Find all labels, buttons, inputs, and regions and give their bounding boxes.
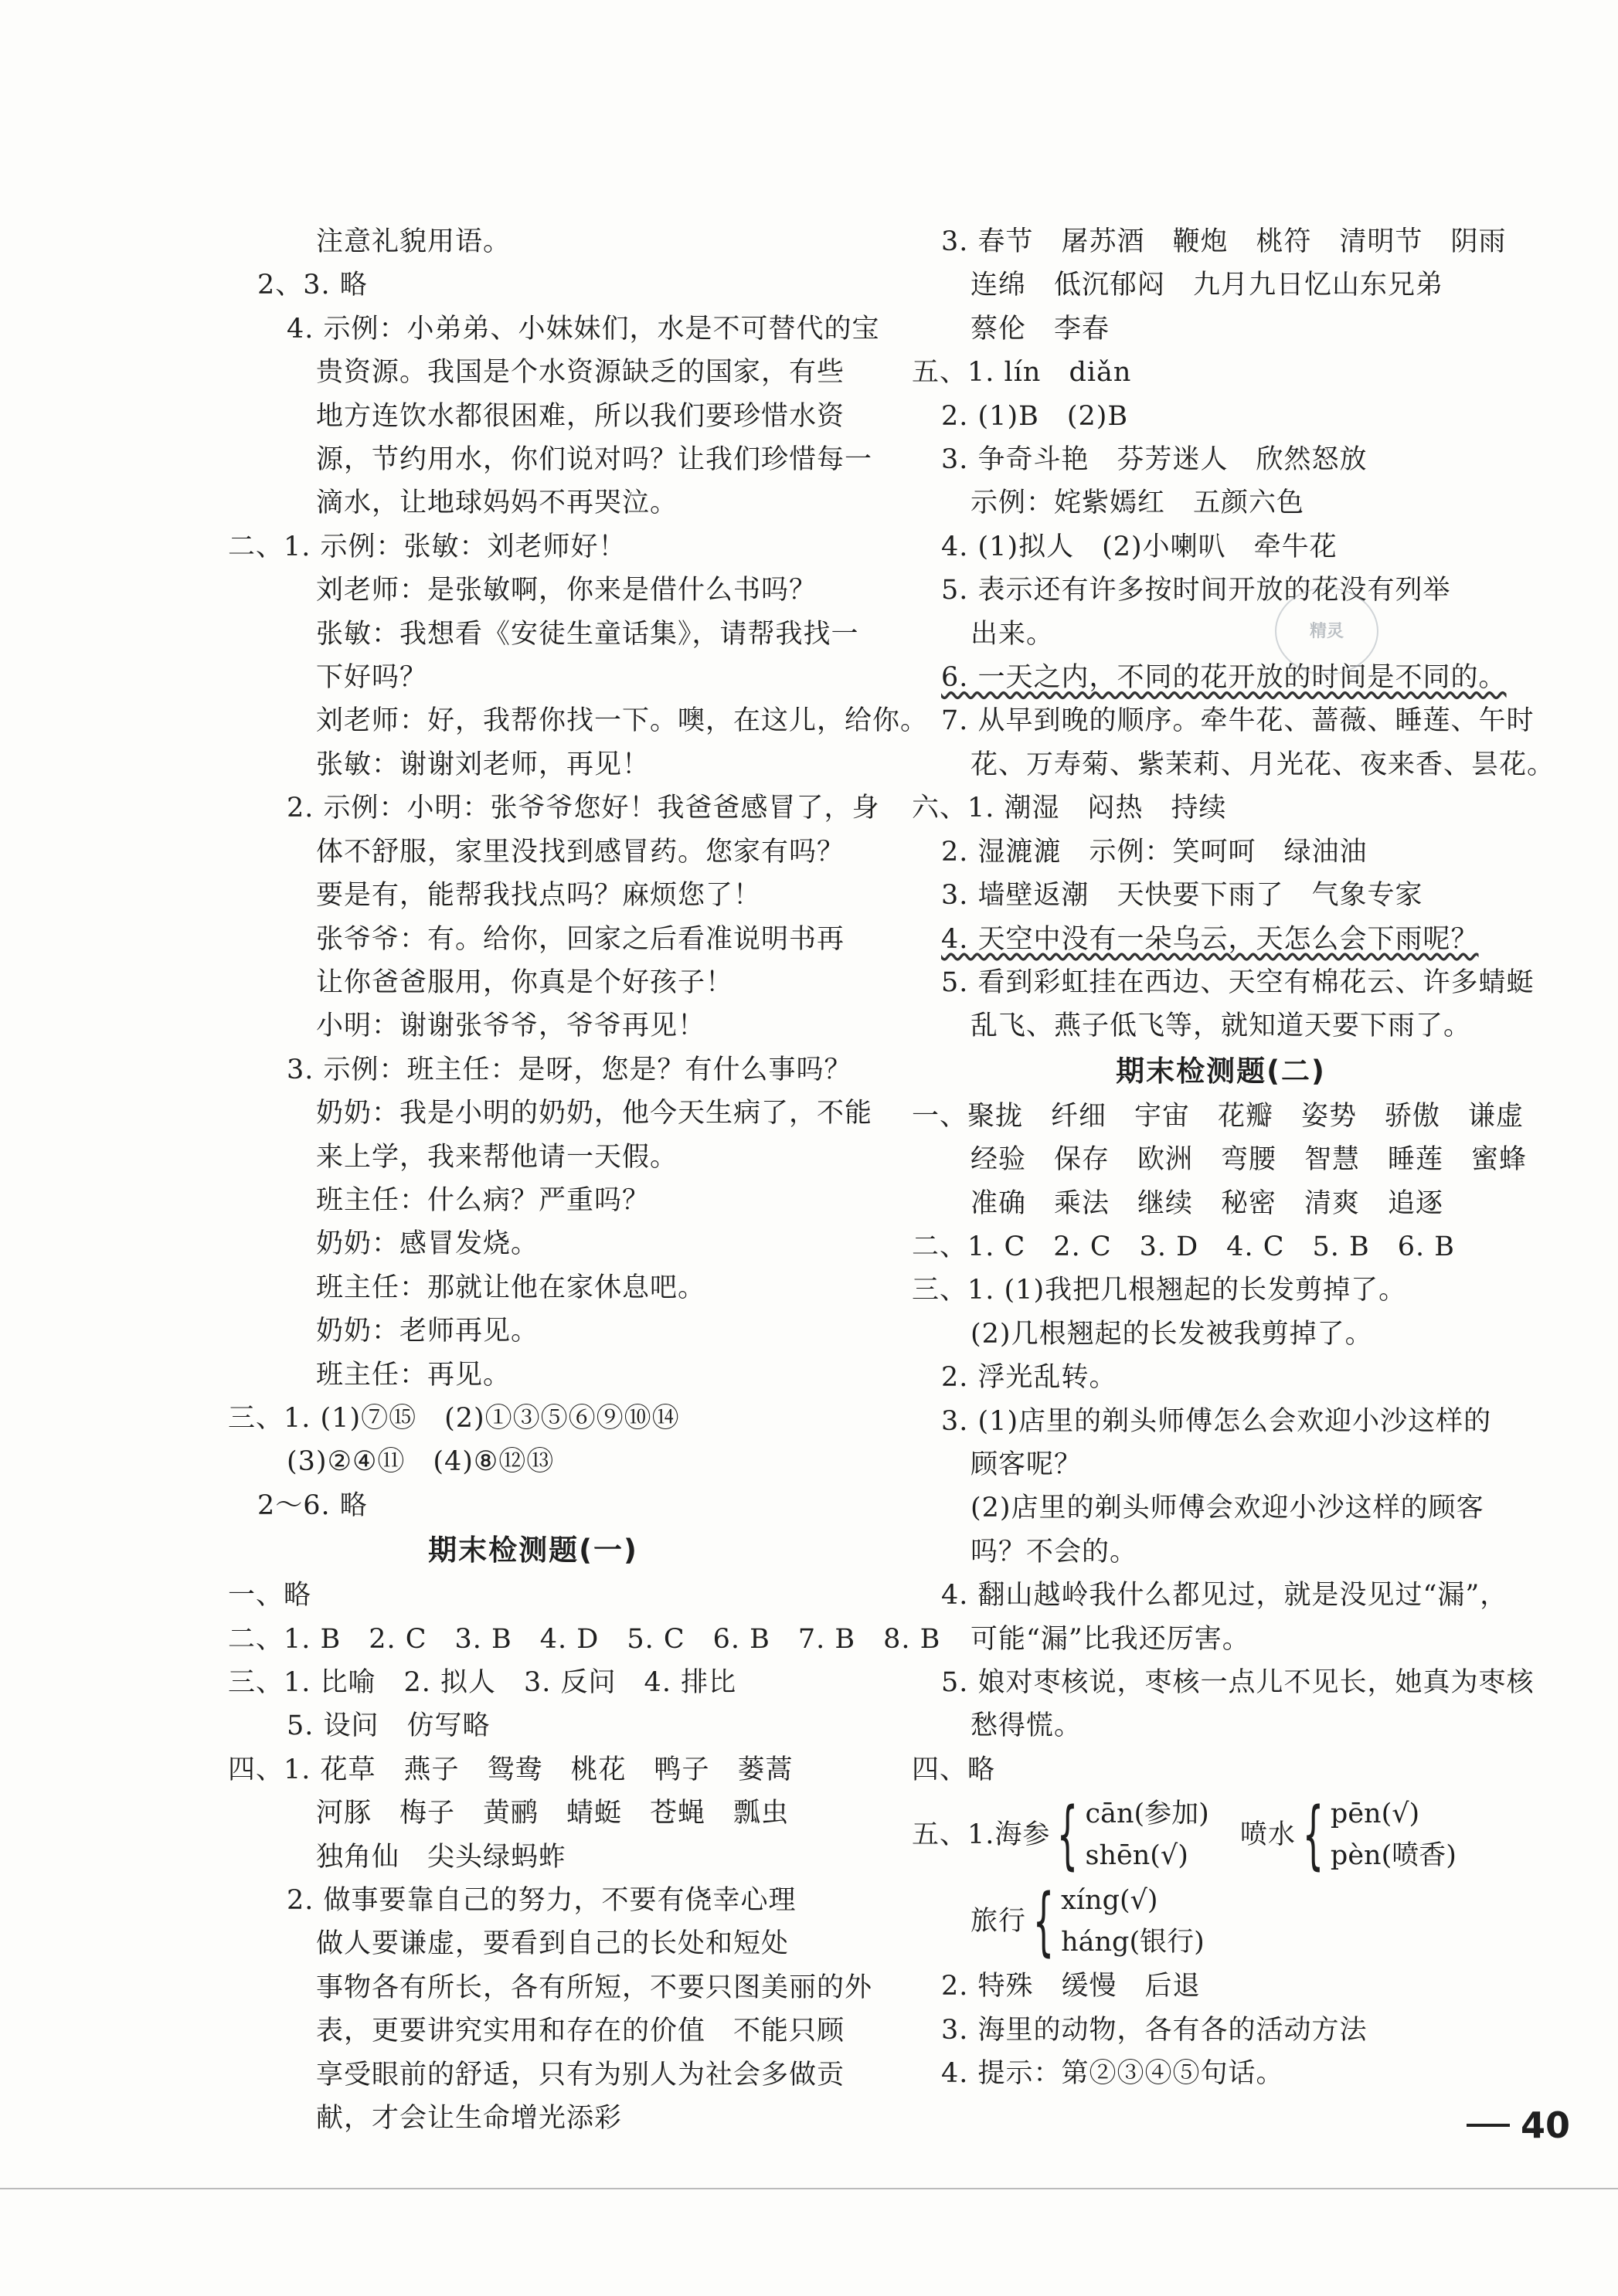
answer-line: 连绵 低沉郁闷 九月九日忆山东兄弟 xyxy=(970,270,1444,301)
answer-line: 乱飞、燕子低飞等，就知道天要下雨了。 xyxy=(970,1010,1472,1042)
answer-line: 准确 乘法 继续 秘密 清爽 追逐 xyxy=(970,1187,1444,1219)
bottom-rule xyxy=(0,2188,1618,2189)
answer-line: 班主任：那就让他在家休息吧。 xyxy=(316,1272,706,1303)
answer-line: 2. 示例：小明：张爷爷您好！我爸爸感冒了，身 xyxy=(287,793,880,824)
answer-line: 张敏：我想看《安徒生童话集》，请帮我找一 xyxy=(316,618,859,650)
answer-line: 4. 翻山越岭我什么都见过，就是没见过“漏”， xyxy=(941,1580,1508,1612)
answer-line: 经验 保存 欧洲 弯腰 智慧 睡莲 蜜蜂 xyxy=(970,1144,1528,1176)
answer-line: 4. 示例：小弟弟、小妹妹们，水是不可替代的宝 xyxy=(287,313,880,345)
answer-line: 3. 争奇斗艳 芬芳迷人 欣然怒放 xyxy=(941,444,1368,476)
pron-option: pèn(喷香) xyxy=(1330,1840,1457,1872)
pron-option: háng(银行) xyxy=(1061,1927,1205,1958)
answer-line: 奶奶：感冒发烧。 xyxy=(316,1228,539,1260)
answer-line: 5. 设问 仿写略 xyxy=(287,1710,491,1742)
answer-line: 吗？不会的。 xyxy=(970,1536,1138,1567)
brace-icon: { xyxy=(1302,1792,1324,1879)
pron-word-2: 喷水 xyxy=(1239,1819,1296,1851)
answer-line: 独角仙 尖头绿蚂蚱 xyxy=(316,1841,567,1873)
answer-line: 5. 娘对枣核说，枣核一点儿不见长，她真为枣核 xyxy=(941,1667,1535,1698)
answer-line: 班主任：再见。 xyxy=(316,1359,512,1391)
answer-line: 2. 做事要靠自己的努力，不要有侥幸心理 xyxy=(287,1885,797,1917)
answer-line: (3)②④⑪ (4)⑧⑫⑬ xyxy=(287,1446,555,1478)
answer-line: 源，节约用水，你们说对吗？让我们珍惜每一 xyxy=(316,444,873,476)
answer-line: 3. 海里的动物，各有各的活动方法 xyxy=(941,2014,1368,2046)
pron-option: xíng(√) xyxy=(1061,1885,1158,1917)
answer-line: 体不舒服，家里没找到感冒药。您家有吗？ xyxy=(316,836,845,868)
answer-line: 地方连饮水都很困难，所以我们要珍惜水资 xyxy=(316,400,845,432)
answer-line: 5. 看到彩虹挂在西边、天空有棉花云、许多蜻蜓 xyxy=(941,966,1535,998)
brace-icon: { xyxy=(1032,1878,1055,1965)
pronunciation-row xyxy=(912,1878,1530,1965)
answer-line: 2. 浮光乱转。 xyxy=(941,1362,1117,1394)
answer-line: 让你爸爸服用，你真是个好孩子！ xyxy=(316,966,734,998)
answer-line: 二、1. C 2. C 3. D 4. C 5. B 6. B xyxy=(912,1231,1455,1262)
right-bottom xyxy=(912,1965,1530,2095)
pronunciation-row xyxy=(912,1792,1530,1878)
answer-line: 2、3. 略 xyxy=(257,270,368,301)
answer-line: 下好吗？ xyxy=(316,662,428,694)
answer-line: 表，更要讲究实用和存在的价值 不能只顾 xyxy=(316,2016,845,2047)
answer-line: 注意礼貌用语。 xyxy=(316,226,512,257)
answer-line: 献，才会让生命增光添彩 xyxy=(316,2103,623,2135)
answer-line: 愁得慌。 xyxy=(970,1710,1083,1742)
answer-line: 做人要谦虚，要看到自己的长处和短处 xyxy=(316,1928,790,1960)
answer-line: 花、万寿菊、紫茉莉、月光花、夜来香、昙花。 xyxy=(970,749,1555,780)
answer-line: 顾客呢？ xyxy=(970,1449,1083,1480)
answer-line: 张敏：谢谢刘老师，再见！ xyxy=(316,749,651,780)
pron-group-1 xyxy=(994,1793,1208,1877)
answer-line: 示例：姹紫嫣红 五颜六色 xyxy=(970,487,1305,519)
answer-line: 2～6. 略 xyxy=(257,1489,368,1521)
answer-line: 一、略 xyxy=(228,1580,312,1612)
left-column xyxy=(228,220,941,2140)
answer-line: 可能“漏”比我还厉害。 xyxy=(970,1623,1250,1655)
answer-line: 4. 天空中没有一朵乌云，天怎么会下雨呢？ xyxy=(941,923,1479,955)
answer-line: 六、1. 潮湿 闷热 持续 xyxy=(912,793,1227,824)
right-column xyxy=(912,220,1555,2095)
answer-line: 要是有，能帮我找点吗？麻烦您了！ xyxy=(316,880,762,912)
answer-line: 三、1. (1)⑦⑮ (2)①③⑤⑥⑨⑩⑭ xyxy=(228,1402,680,1434)
answer-line: 2. 湿漉漉 示例：笑呵呵 绿油油 xyxy=(941,836,1368,868)
answer-line: 出来。 xyxy=(970,618,1055,650)
answer-line: 5. 表示还有许多按时间开放的花没有列举 xyxy=(941,575,1451,606)
pron-option: shēn(√) xyxy=(1085,1840,1188,1872)
answer-line: 享受眼前的舒适，只有为别人为社会多做贡 xyxy=(316,2059,845,2091)
answer-line: 4. (1)拟人 (2)小喇叭 牵牛花 xyxy=(941,531,1338,562)
pron-option: pēn(√) xyxy=(1330,1798,1420,1830)
answer-line: (2)店里的剃头师傅会欢迎小沙这样的顾客 xyxy=(970,1493,1484,1524)
answer-line: 五、1. lín diǎn xyxy=(912,357,1132,389)
answer-line: 河豚 梅子 黄鹂 蜻蜓 苍蝇 瓢虫 xyxy=(316,1798,790,1829)
answer-line: 3. 春节 屠苏酒 鞭炮 桃符 清明节 阴雨 xyxy=(941,226,1507,257)
pron-option: cān(参加) xyxy=(1085,1798,1209,1830)
right-top xyxy=(912,220,1555,1792)
answer-line: (2)几根翘起的长发被我剪掉了。 xyxy=(970,1318,1373,1350)
page-number: 40 xyxy=(1520,2104,1570,2146)
answer-line: 小明：谢谢张爷爷，爷爷再见！ xyxy=(316,1010,706,1042)
answer-line: 二、1. 示例：张敏：刘老师好！ xyxy=(228,531,627,562)
answer-line: 2. 特殊 缓慢 后退 xyxy=(941,1971,1201,2002)
answer-line: 来上学，我来帮他请一天假。 xyxy=(316,1141,678,1173)
answer-line: 贵资源。我国是个水资源缺乏的国家，有些 xyxy=(316,357,845,389)
answer-line: 3. 示例：班主任：是呀，您是？有什么事吗？ xyxy=(287,1054,852,1085)
pron-group-3 xyxy=(970,1880,1205,1963)
answer-line: 4. 提示：第②③④⑤句话。 xyxy=(941,2058,1284,2090)
brace-icon: { xyxy=(1057,1792,1079,1879)
answer-line: 刘老师：好，我帮你找一下。噢，在这儿，给你。 xyxy=(316,705,929,737)
pron-group-2 xyxy=(1240,1793,1457,1877)
answer-line: 蔡伦 李春 xyxy=(970,313,1110,345)
answer-line: 2. (1)B (2)B xyxy=(941,400,1129,432)
pron-prefix: 五、1. xyxy=(912,1819,995,1851)
section-title: 期末检测题(二) xyxy=(1116,1054,1326,1088)
pron-word-1: 海参 xyxy=(994,1819,1051,1851)
answer-line: 三、1. (1)我把几根翘起的长发剪掉了。 xyxy=(912,1275,1407,1306)
answer-line: 奶奶：我是小明的奶奶，他今天生病了，不能 xyxy=(316,1098,873,1129)
section-title: 期末检测题(一) xyxy=(428,1533,638,1567)
answer-line: 3. 墙壁返潮 天快要下雨了 气象专家 xyxy=(941,880,1423,912)
answer-line: 事物各有所长，各有所短，不要只图美丽的外 xyxy=(316,1972,873,2003)
answer-line: 张爷爷：有。给你，回家之后看准说明书再 xyxy=(316,923,845,955)
answer-line: 奶奶：老师再见。 xyxy=(316,1316,539,1347)
answer-line: 3. (1)店里的剃头师傅怎么会欢迎小沙这样的 xyxy=(941,1405,1492,1437)
answer-line: 滴水，让地球妈妈不再哭泣。 xyxy=(316,487,678,519)
pron-word-3: 旅行 xyxy=(970,1906,1027,1938)
watermark-stamp: 精灵 xyxy=(1275,587,1378,675)
answer-line: 班主任：什么病？严重吗？ xyxy=(316,1184,651,1216)
answer-line: 刘老师：是张敏啊，你来是借什么书吗？ xyxy=(316,575,817,606)
answer-line: 6. 一天之内，不同的花开放的时间是不同的。 xyxy=(941,662,1507,694)
answer-line: 一、聚拢 纤细 宇宙 花瓣 姿势 骄傲 谦虚 xyxy=(912,1100,1525,1132)
page-number-dash xyxy=(1467,2124,1510,2127)
answer-line: 二、1. B 2. C 3. B 4. D 5. C 6. B 7. B 8. B xyxy=(228,1623,941,1655)
answer-line: 三、1. 比喻 2. 拟人 3. 反问 4. 排比 xyxy=(228,1667,737,1698)
answer-line: 四、1. 花草 燕子 鸳鸯 桃花 鸭子 蒌蒿 xyxy=(228,1754,794,1785)
answer-line: 7. 从早到晚的顺序。牵牛花、蔷薇、睡莲、午时 xyxy=(941,705,1535,737)
answer-line: 四、略 xyxy=(912,1754,996,1785)
